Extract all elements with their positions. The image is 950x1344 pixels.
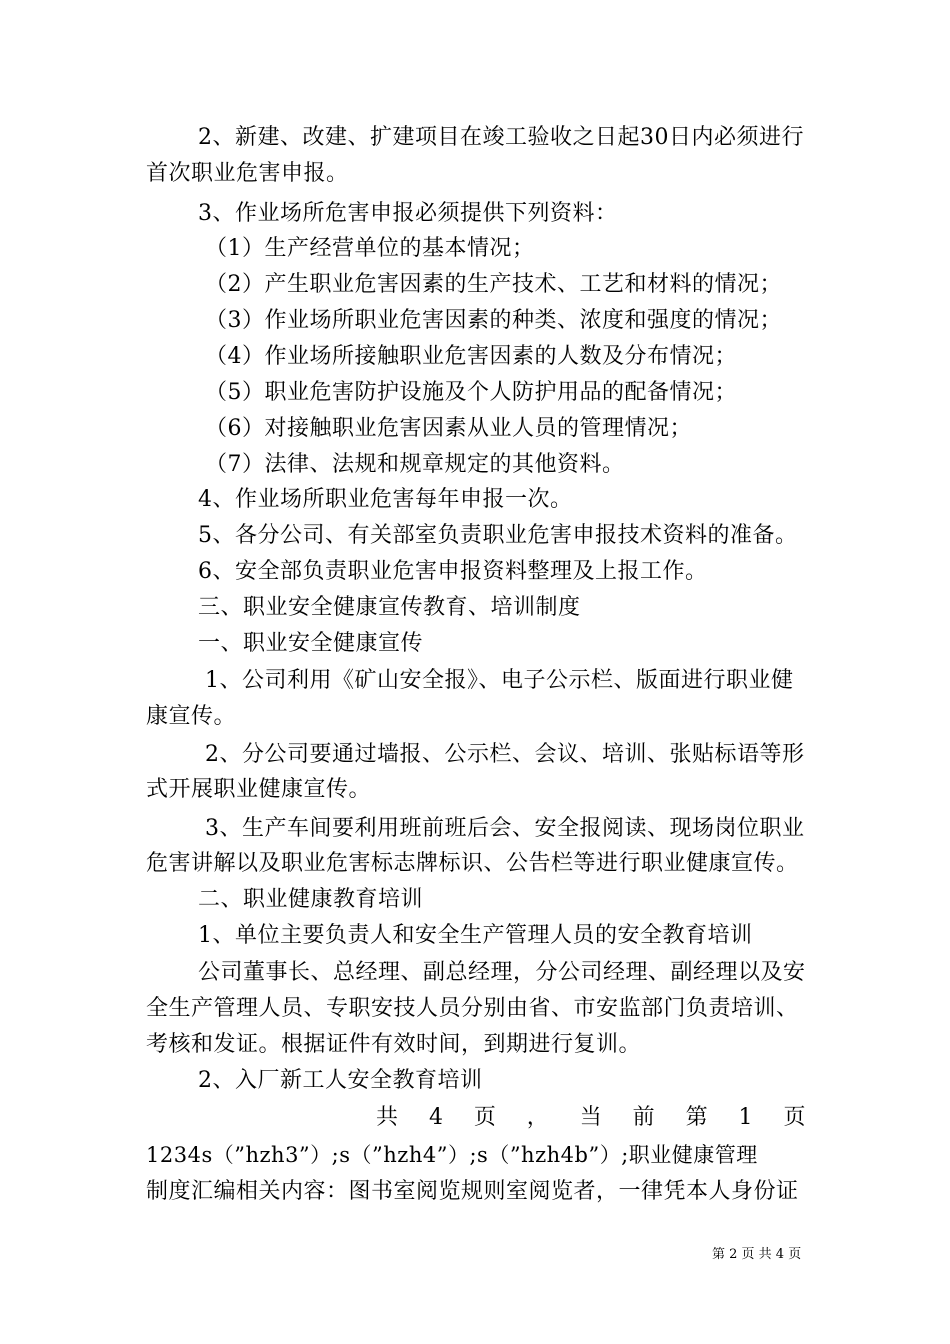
list-item: （2）产生职业危害因素的生产技术、工艺和材料的情况；: [205, 272, 782, 297]
paragraph-line: 考核和发证。根据证件有效时间，到期进行复训。: [146, 1032, 642, 1057]
page-counter-word: 当: [579, 1105, 603, 1130]
paragraph-line: 制度汇编相关内容：图书室阅览规则室阅览者，一律凭本人身份证: [146, 1179, 799, 1204]
paragraph-line: 1234s（”hzh3”）;s（”hzh4”）;s（”hzh4b”）;职业健康管理: [146, 1143, 758, 1167]
paragraph-line: 全生产管理人员、专职安技人员分别由省、市安监部门负责培训、: [146, 996, 799, 1021]
list-item: （4）作业场所接触职业危害因素的人数及分布情况；: [205, 344, 737, 369]
list-item: （7）法律、法规和规章规定的其他资料。: [205, 452, 625, 477]
paragraph-line: 6、安全部负责职业危害申报资料整理及上报工作。: [198, 559, 708, 584]
list-item: （6）对接触职业危害因素从业人员的管理情况；: [205, 416, 692, 441]
page-counter-word: 1: [738, 1105, 754, 1130]
paragraph-line: 公司董事长、总经理、副总经理，分公司经理、副经理以及安: [198, 960, 806, 985]
page-counter-word: 页: [473, 1105, 497, 1130]
page-counter: [376, 1104, 806, 1132]
page-counter-word: 4: [428, 1105, 444, 1130]
paragraph-line: 首次职业危害申报。: [146, 161, 349, 186]
list-item: （5）职业危害防护设施及个人防护用品的配备情况；: [205, 380, 737, 405]
paragraph-line: 1、单位主要负责人和安全生产管理人员的安全教育培训: [198, 923, 753, 948]
paragraph-line: 康宣传。: [146, 704, 237, 729]
page-counter-word: ，: [526, 1105, 550, 1130]
paragraph-line: 5、各分公司、有关部室负责职业危害申报技术资料的准备。: [198, 523, 798, 548]
paragraph-line: 2、分公司要通过墙报、公示栏、会议、培训、张贴标语等形: [205, 742, 805, 767]
paragraph-line: 2、新建、改建、扩建项目在竣工验收之日起30日内必须进行: [198, 125, 804, 150]
page-counter-word: 页: [783, 1105, 806, 1130]
page-counter-word: 共: [376, 1105, 399, 1130]
page-counter-word: 第: [685, 1105, 709, 1130]
paragraph-line: 式开展职业健康宣传。: [146, 777, 372, 802]
paragraph-line: 2、入厂新工人安全教育培训: [198, 1068, 483, 1093]
list-item: （1）生产经营单位的基本情况；: [205, 236, 535, 261]
paragraph-line: 1、公司利用《矿山安全报》、电子公示栏、版面进行职业健: [205, 668, 794, 693]
section-heading: 一、职业安全健康宣传: [198, 631, 424, 656]
paragraph-line: 3、作业场所危害申报必须提供下列资料：: [198, 201, 618, 226]
section-heading: 二、职业健康教育培训: [198, 887, 424, 912]
paragraph-line: 危害讲解以及职业危害标志牌标识、公告栏等进行职业健康宣传。: [146, 851, 799, 876]
list-item: （3）作业场所职业危害因素的种类、浓度和强度的情况；: [205, 308, 782, 333]
page-footer: 第 2 页 共 4 页: [712, 1247, 802, 1262]
section-heading: 三、职业安全健康宣传教育、培训制度: [198, 595, 581, 620]
paragraph-line: 3、生产车间要利用班前班后会、安全报阅读、现场岗位职业: [205, 816, 805, 841]
paragraph-line: 4、作业场所职业危害每年申报一次。: [198, 487, 573, 512]
page-counter-word: 前: [632, 1105, 656, 1130]
